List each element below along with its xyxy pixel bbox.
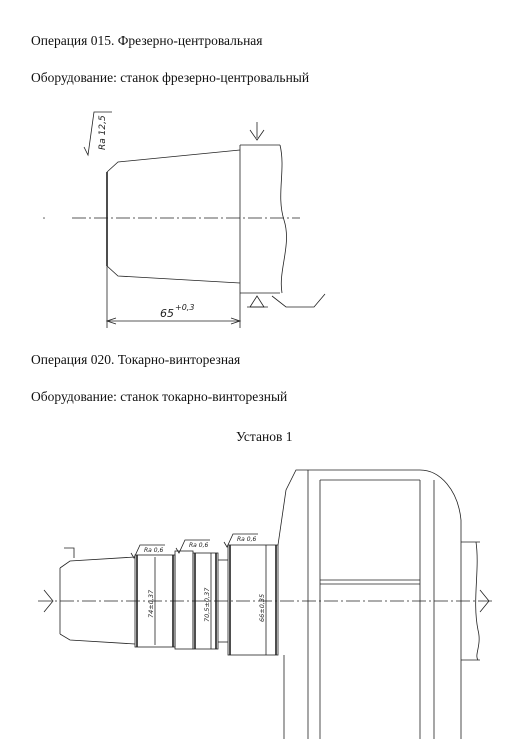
- svg-text:70,5±0,37: 70,5±0,37: [203, 587, 211, 622]
- shaft-left-end: [60, 548, 135, 644]
- roughness-label-1: Ra 12,5: [98, 115, 108, 150]
- operation-015-equipment: Оборудование: станок фрезерно-центровальный: [31, 70, 310, 85]
- svg-text:Ra 0,6: Ra 0,6: [189, 542, 209, 549]
- operation-015-title: Операция 015. Фрезерно-центровальная: [31, 33, 263, 48]
- diameter-callouts: [147, 545, 266, 655]
- svg-text:Ra 0,6: Ra 0,6: [144, 547, 164, 554]
- svg-text:74±0,37: 74±0,37: [147, 589, 155, 618]
- svg-text:Ra 0,6: Ra 0,6: [237, 536, 257, 543]
- dimension-tolerance: +0,3: [175, 303, 195, 312]
- setup-label: Установ 1: [236, 429, 293, 444]
- operation-020-title: Операция 020. Токарно-винторезная: [31, 352, 241, 367]
- svg-text:66±0,35: 66±0,35: [258, 593, 266, 622]
- crank-web: [278, 470, 480, 739]
- dimension-value: 65: [160, 307, 174, 320]
- operation-020-equipment: Оборудование: станок токарно-винторезный: [31, 389, 288, 404]
